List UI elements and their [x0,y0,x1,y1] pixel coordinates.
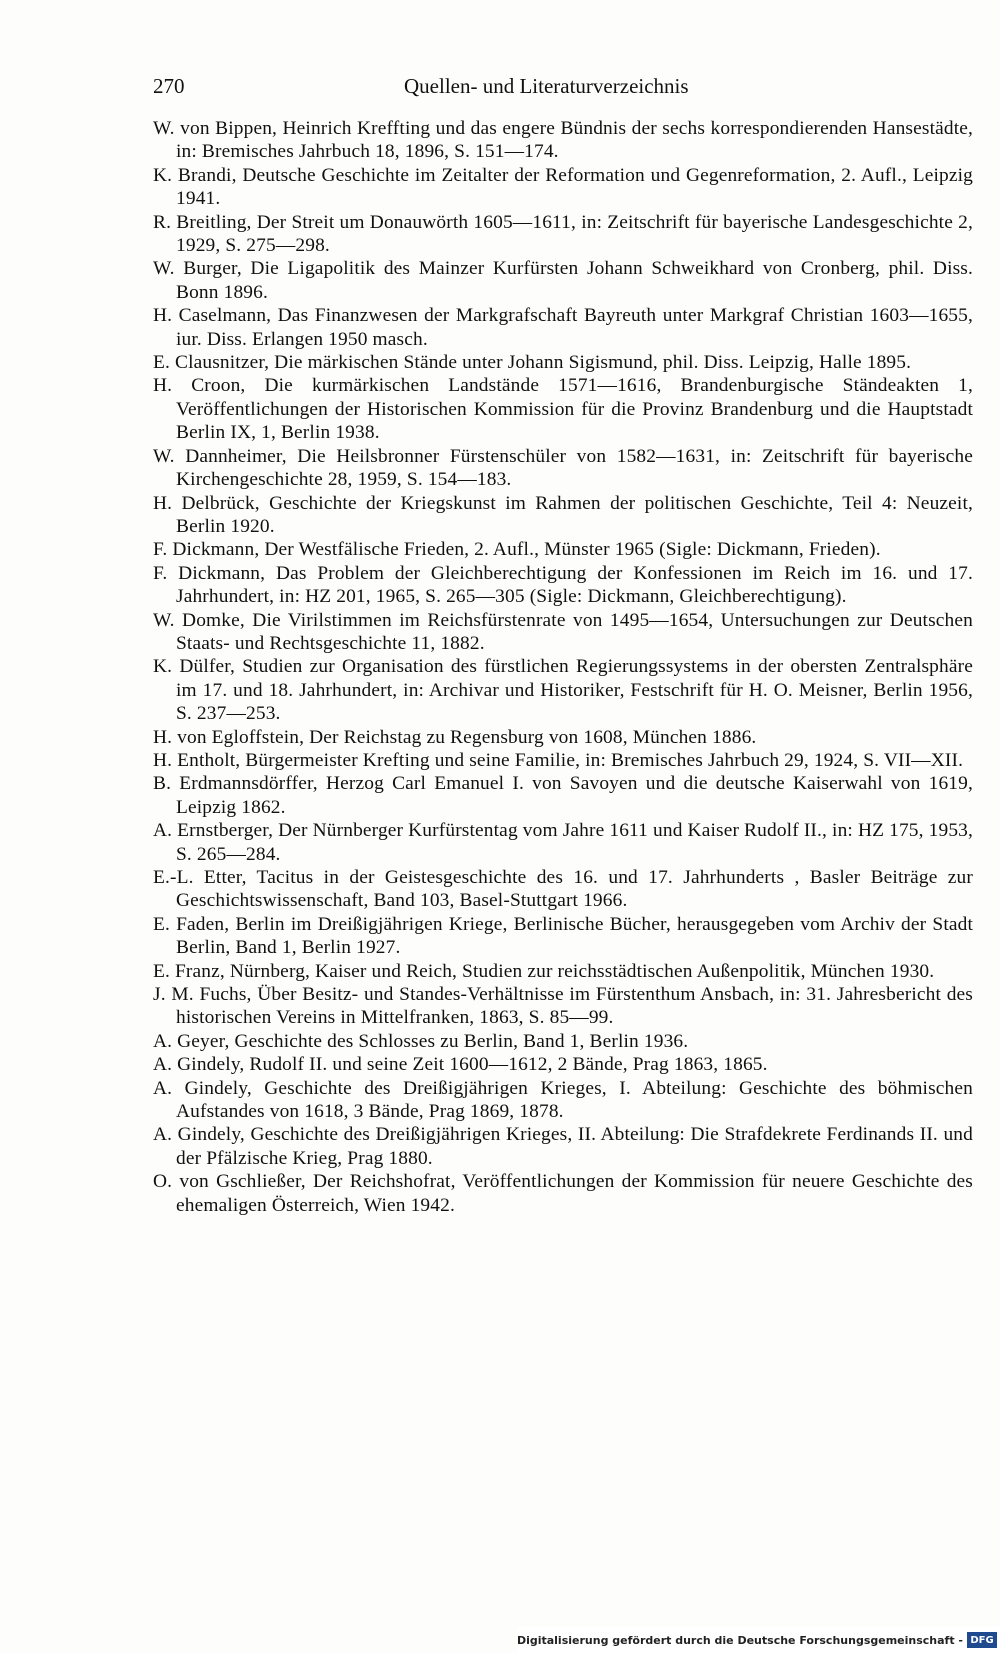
bibliography-entry: F. Dickmann, Das Problem der Gleichberechtigung der Konfessionen im Reich im 16. und 17. Jahrhundert, in: HZ 201, 1965, S. 265—305 (Sigle: Dickmann, Gleichberechtigung). [153,562,973,608]
bibliography-entry: H. Entholt, Bürgermeister Krefting und seine Familie, in: Bremisches Jahrbuch 29, 1924, S. VII—XII. [153,749,964,771]
bibliography-entry: E. Faden, Berlin im Dreißigjährigen Kriege, Berlinische Bücher, herausgegeben vom Archiv der Stadt Berlin, Band 1, Berlin 1927. [153,913,973,959]
bibliography-entry: E. Franz, Nürnberg, Kaiser und Reich, Studien zur reichsstädtischen Außenpolitik, München 1930. [153,960,935,982]
bibliography-entry: O. von Gschließer, Der Reichshofrat, Veröffentlichungen der Kommission für neuere Geschichte des ehemaligen Österreich, Wien 1942. [153,1171,973,1216]
page-number: 270 [153,74,185,98]
digitization-footer [517,1627,1000,1653]
bibliography-entry: W. Burger, Die Ligapolitik des Mainzer Kurfürsten Johann Schweikhard von Cronberg, phil. Diss. Bonn 1896. [153,258,973,303]
bibliography-list [153,117,973,1217]
bibliography-entry: E. Clausnitzer, Die märkischen Stände unter Johann Sigismund, phil. Diss. Leipzig, Halle 1895. [153,352,912,374]
bibliography-entry: H. Croon, Die kurmärkischen Landstände 1571—1616, Brandenburgische Ständeakten 1, Veröffentlichungen der Historischen Kommission für die Provinz Brandenburg und die Hauptstadt Berlin IX, 1, Berlin 1938. [153,375,973,444]
bibliography-entry: A. Gindely, Rudolf II. und seine Zeit 1600—1612, 2 Bände, Prag 1863, 1865. [153,1054,768,1076]
bibliography-entry: A. Gindely, Geschichte des Dreißigjährigen Krieges, II. Abteilung: Die Strafdekrete Ferdinands II. und der Pfälzische Krieg, Prag 1880. [153,1124,973,1169]
bibliography-entry: E.-L. Etter, Tacitus in der Geistesgeschichte des 16. und 17. Jahrhunderts , Basler Beiträge zur Geschichtswissenschaft, Band 103, Basel-Stuttgart 1966. [153,867,973,912]
page-header [153,74,973,104]
bibliography-entry: A. Gindely, Geschichte des Dreißigjährigen Krieges, I. Abteilung: Geschichte des böhmischen Aufstandes von 1618, 3 Bände, Prag 1869, 1878. [153,1077,973,1123]
bibliography-entry: F. Dickmann, Der Westfälische Frieden, 2. Aufl., Münster 1965 (Sigle: Dickmann, Frieden). [153,539,881,561]
bibliography-entry: W. Domke, Die Virilstimmen im Reichsfürstenrate von 1495—1654, Untersuchungen zur Deutschen Staats- und Rechtsgeschichte 11, 1882. [153,609,973,654]
running-title: Quellen- und Literaturverzeichnis [404,74,689,98]
bibliography-entry: K. Dülfer, Studien zur Organisation des fürstlichen Regierungssystems in der obersten Zentralsphäre im 17. und 18. Jahrhundert, in: Archivar und Historiker, Festschrift für H. O. Meisner, Berlin 1956, S. 237—253. [153,656,973,725]
bibliography-entry: H. Delbrück, Geschichte der Kriegskunst im Rahmen der politischen Geschichte, Teil 4: Neuzeit, Berlin 1920. [153,492,973,537]
bibliography-entry: W. Dannheimer, Die Heilsbronner Fürstenschüler von 1582—1631, in: Zeitschrift für bayerische Kirchengeschichte 28, 1959, S. 154—183. [153,445,973,491]
dfg-logo-icon: DFG [967,1632,997,1648]
bibliography-entry: K. Brandi, Deutsche Geschichte im Zeitalter der Reformation und Gegenreformation, 2. Aufl., Leipzig 1941. [153,164,973,210]
bibliography-entry: H. von Egloffstein, Der Reichstag zu Regensburg von 1608, München 1886. [153,726,757,748]
bibliography-entry: A. Ernstberger, Der Nürnberger Kurfürstentag vom Jahre 1611 und Kaiser Rudolf II., in: HZ 175, 1953, S. 265—284. [153,820,974,865]
bibliography-entry: A. Geyer, Geschichte des Schlosses zu Berlin, Band 1, Berlin 1936. [153,1030,689,1052]
bibliography-entry: R. Breitling, Der Streit um Donauwörth 1605—1611, in: Zeitschrift für bayerische Landesgeschichte 2, 1929, S. 275—298. [153,211,973,257]
bibliography-entry: B. Erdmannsdörffer, Herzog Carl Emanuel I. von Savoyen und die deutsche Kaiserwahl von 1619, Leipzig 1862. [153,773,973,818]
bibliography-entry: W. von Bippen, Heinrich Kreffting und das engere Bündnis der sechs korrespondierenden Hansestädte, in: Bremisches Jahrbuch 18, 1896, S. 151—174. [153,118,973,163]
bibliography-entry: H. Caselmann, Das Finanzwesen der Markgrafschaft Bayreuth unter Markgraf Christian 1603—1655, iur. Diss. Erlangen 1950 masch. [153,305,973,350]
bibliography-entry: J. M. Fuchs, Über Besitz- und Standes-Verhältnisse im Fürstenthum Ansbach, in: 31. Jahresbericht des historischen Vereins in Mittelfranken, 1863, S. 85—99. [153,984,973,1029]
funding-credit: Digitalisierung gefördert durch die Deutsche Forschungsgemeinschaft - [516,1633,963,1647]
